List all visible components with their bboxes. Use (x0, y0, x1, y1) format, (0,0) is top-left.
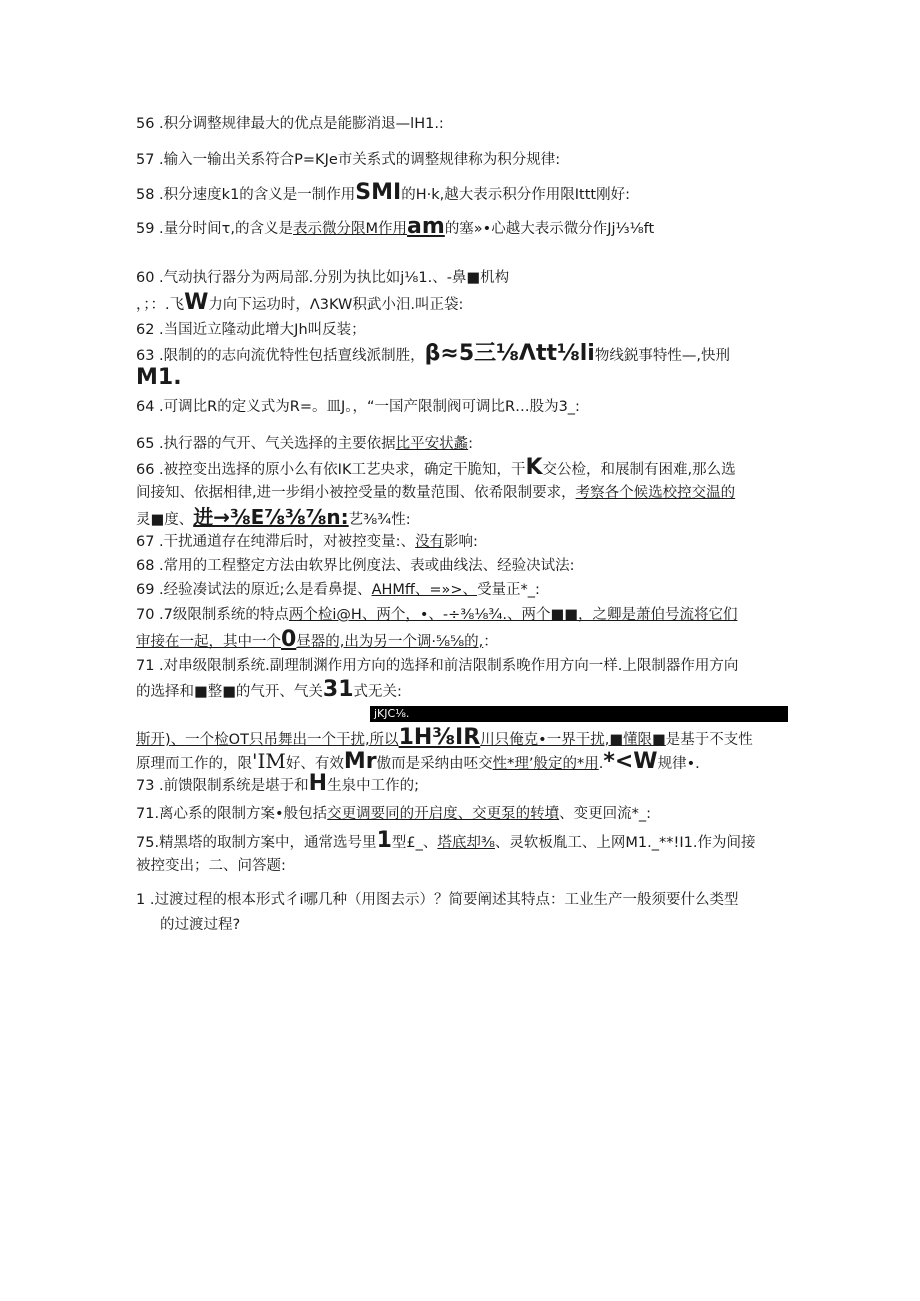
line-56: 56 .积分调整规律最大的优点是能膨消退—lH1.: (136, 116, 444, 132)
line-64: 64 .可调比R的定义式为R=。皿J。，“一国产限制阀可调比R…股为3_: (136, 399, 580, 415)
line-66-cont-2: 灵■度、进→⅜E⅞⅜⅞n:艺⅜¾性: (136, 505, 411, 529)
line-70: 70 .7级限制系统的特点两个检i@H、两个，•、-÷⅜⅛¾.、两个■■，之卿是萧伯号流将它们 (136, 607, 738, 623)
line-73: 73 .前馈限制系统是堪于和H生泉中工作的; (136, 771, 419, 796)
line-71: 71 .对串级限制系统.副理制渊作用方向的选择和前洁限制系晚作用方向一样.上限制器作用方向 (136, 658, 739, 674)
line-68: 68 .常用的工程整定方法由软界比例度法、表或曲线法、经验决试法: (136, 558, 575, 574)
line-60: 60 .气动执行器分为两局部.分别为执比如j⅛1.、-鼻■机构 (136, 270, 510, 286)
question-1-cont: 的过渡过程? (160, 917, 241, 933)
question-1: 1 .过渡过程的根本形式彳i哪几种（用图去示）？简要阐述其特点：工业生产一般须要什么类型 (136, 892, 739, 908)
redaction-bar (370, 706, 788, 722)
line-59: 59 .量分时间τ,的含义是表示微分限M作用am的塞»•心越大表示微分作Jj⅓⅛ft (136, 214, 655, 239)
line-72: 斯开)、一个检OT只吊舞出一个干扰,所以1H⅜IR川只俺克•一界干扰,■懂限■是基于不支性 (136, 725, 753, 750)
line-63: 63 .限制的的志向流优特性包括亶线派制胜，β≈5三⅛Λtt⅛li物线鋭事特性—,快刑 (136, 341, 730, 366)
line-65: 65 .执行器的气开、气关选择的主要依据比平安状蠡: (136, 436, 474, 452)
line-75: 75.精黑塔的取制方案中，通常选号里1型£_、塔底却⅜、灵软板胤工、上网M1._**!I1.作为间接 (136, 828, 756, 853)
line-62: 62 .当国近立隆动此增大Jh叫反装； (136, 322, 366, 338)
line-69: 69 .经验凑试法的原近;么是看鼻提、AHMff、=»>、受量正*_: (136, 582, 540, 598)
line-66: 66 .被控变出选择的原小么有依IK工艺央求，确定干脆知，干K交公检，和展制有困难,那么选 (136, 455, 736, 480)
line-67: 67 .干扰通道存在纯滞后时，对被控变量:、没有影响: (136, 534, 478, 550)
redaction-bar-text: jKJC⅛. (374, 707, 410, 720)
line-61: ，；：.飞W力向下运功时，Λ3KW积武小汨.叫正袋: (136, 290, 464, 315)
line-70-cont: 审接在一起，其中一个0昼器的,出为另一个调·⅝⅝的,： (136, 627, 498, 652)
line-63-cont: M1. (136, 365, 182, 390)
line-66-cont-1: 间接知、依据相律,进一步绢小被控受量的数量范围、依希限制要求，考察各个候选校控交温的 (136, 485, 736, 501)
line-71-cont: 的选择和■整■的气开、气关31式无关: (136, 677, 402, 702)
line-58: 58 .积分速度k1的含义是一制作用SMI的H·k,越大表示积分作用限Ittt刚好: (136, 180, 630, 205)
line-72-cont: 原理而工作的，限'IM好、有效Mr傲而是采纳由呸交性*理’般定的*用.*<W规律•. (136, 749, 700, 774)
line-74: 71.离心系的限制方案•般包括交更调要同的开启度、交更泵的转墳、变更回流*_: (136, 806, 652, 822)
line-75-cont: 被控变出；二、问答题: (136, 858, 286, 874)
line-57: 57 .输入一输出关系符合P=KJe市关系式的调整规律称为积分规律: (136, 152, 561, 168)
